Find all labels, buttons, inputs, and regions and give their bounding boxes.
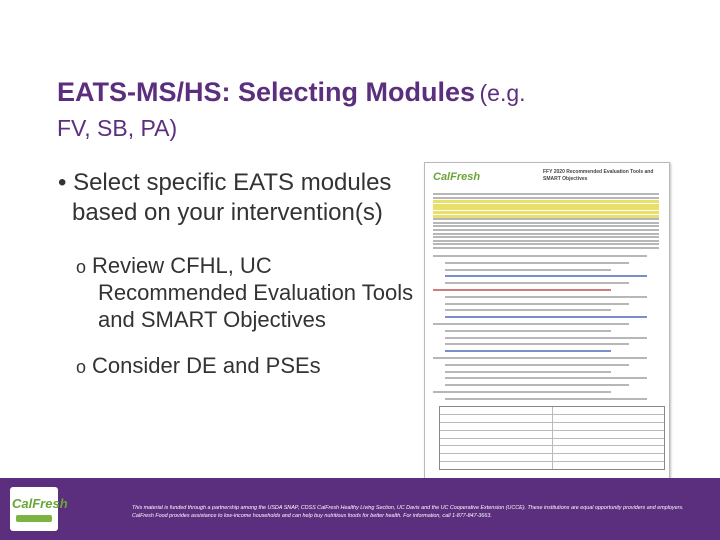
footer-bar	[0, 478, 720, 540]
document-text-line	[433, 357, 647, 359]
document-text-line	[445, 371, 611, 373]
document-text-line	[445, 275, 647, 277]
document-text-line	[445, 350, 611, 352]
document-text-line	[433, 240, 659, 242]
document-text-line	[433, 200, 659, 203]
sub-bullet-marker: o	[76, 357, 87, 378]
footer-disclaimer: This material is funded through a partnership among the USDA SNAP, CDSS CalFresh Healthy Living Section, UC Davis and the UC Cooperative Extension (UCCE). These institutions are equal opportunity providers and employers. CalFresh Food provides assistance to low-income households and can help buy nutritious foods for better health. For information, call 1-877-847-3663.	[132, 505, 684, 519]
slide-title-line2: FV, SB, PA)	[57, 114, 178, 141]
document-text-line	[433, 204, 659, 207]
table-row	[440, 407, 664, 415]
sub-bullet-marker: o	[76, 256, 87, 277]
calfresh-logo-ribbon	[16, 515, 52, 522]
slide-title-main: EATS-MS/HS: Selecting Modules	[57, 77, 476, 107]
bullet-list	[58, 168, 418, 380]
document-text-line	[433, 236, 659, 238]
bullet-main: • Select specific EATS modules based on your intervention(s)	[58, 169, 392, 227]
document-text-line	[433, 211, 659, 214]
sub-bullet-consider-text: Consider DE and PSEs	[92, 353, 321, 379]
document-text-line	[445, 377, 647, 379]
table-row	[440, 462, 664, 469]
document-text-line	[433, 207, 659, 210]
document-text-line	[445, 282, 629, 284]
document-text-line	[445, 384, 629, 386]
document-text-line	[445, 343, 629, 345]
slide-title	[57, 76, 677, 143]
document-text-line	[445, 262, 629, 264]
table-row	[440, 415, 664, 423]
document-text-line	[433, 225, 659, 227]
table-row	[440, 446, 664, 454]
table-row	[440, 423, 664, 431]
document-text-line	[433, 218, 659, 220]
document-text-line	[433, 197, 659, 199]
table-row	[440, 431, 664, 439]
table-row	[440, 439, 664, 447]
slide-title-paren: (e.g.	[479, 80, 526, 106]
document-text-line	[445, 337, 647, 339]
document-text-line	[445, 296, 647, 298]
document-text-line	[433, 289, 611, 291]
document-text-line	[433, 243, 659, 245]
document-text-line	[445, 269, 611, 271]
sub-bullet-consider	[76, 353, 418, 380]
sub-bullet-review-text: Review CFHL, UC Recommended Evaluation Tools and SMART Objectives	[92, 252, 414, 332]
sub-bullet-review	[76, 253, 418, 333]
document-text-line	[433, 391, 611, 393]
calfresh-logo-text: CalFresh	[12, 496, 68, 511]
document-text-line	[433, 233, 659, 235]
document-text-line	[433, 222, 659, 224]
document-logo: CalFresh	[433, 171, 481, 183]
document-text-line	[445, 364, 629, 366]
document-text-line	[445, 309, 611, 311]
document-text-line	[433, 229, 659, 231]
document-thumbnail	[424, 162, 670, 480]
document-table	[439, 406, 665, 470]
document-heading: FFY 2020 Recommended Evaluation Tools and SMART Objectives	[543, 169, 654, 182]
document-text-line	[445, 398, 647, 400]
document-text-line	[445, 316, 647, 318]
document-text-line	[445, 303, 629, 305]
table-row	[440, 454, 664, 462]
document-text-line	[433, 215, 659, 218]
document-text-line	[433, 323, 629, 325]
document-text-line	[433, 247, 659, 249]
document-text-line	[445, 330, 611, 332]
calfresh-logo	[10, 487, 68, 531]
document-text-line	[433, 255, 647, 257]
document-text-line	[433, 193, 659, 195]
